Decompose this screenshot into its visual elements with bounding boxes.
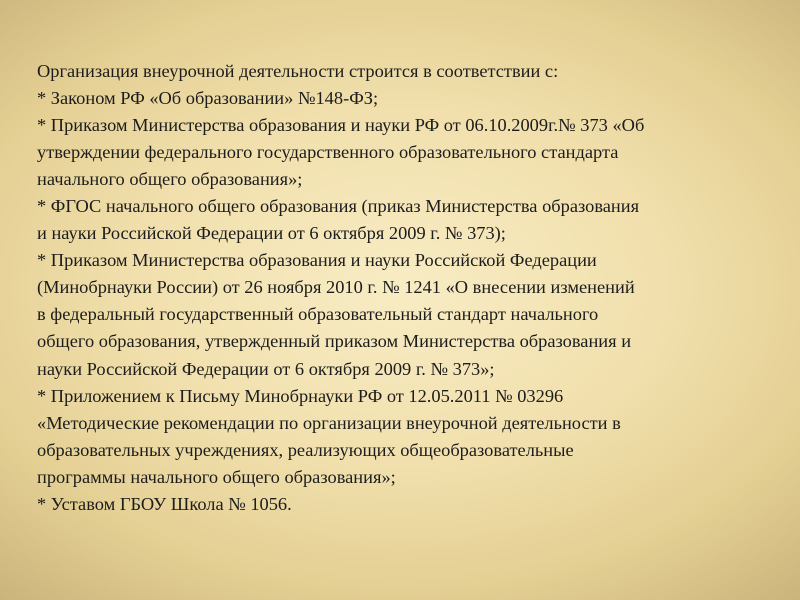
text-line-order-1241-cont3: общего образования, утвержденный приказом Министерства образования и [37, 331, 632, 352]
text-line-law: * Законом РФ «Об образовании» №148-ФЗ; [37, 88, 379, 109]
text-line-order-1241-cont1: (Минобрнауки России) от 26 ноября 2010 г. № 1241 «О внесении изменений [37, 277, 635, 298]
text-line-order-373-end: начального общего образования»; [37, 169, 303, 190]
text-line-order-1241: * Приказом Министерства образования и науки Российской Федерации [37, 250, 597, 271]
text-line-letter-03296-end: программы начального общего образования»; [37, 466, 396, 487]
text-line-charter: * Уставом ГБОУ Школа № 1056. [37, 493, 292, 514]
text-line-fgos-cont: и науки Российской Федерации от 6 октября 2009 г. № 373); [37, 223, 506, 244]
text-line-order-373-cont: утверждении федерального государственного образовательного стандарта [37, 142, 619, 163]
text-line-order-1241-end: науки Российской Федерации от 6 октября 2009 г. № 373»; [37, 358, 495, 379]
text-line-intro: Организация внеурочной деятельности строится в соответствии с: [37, 61, 559, 81]
text-line-order-373: * Приказом Министерства образования и науки РФ от 06.10.2009г.№ 373 «Об [37, 115, 645, 136]
slide-text-block [37, 58, 777, 518]
text-line-order-1241-cont2: в федеральный государственный образовательный стандарт начального [37, 304, 599, 325]
text-line-letter-03296: * Приложением к Письму Минобрнауки РФ от 12.05.2011 № 03296 [37, 385, 564, 406]
text-line-letter-03296-cont1: «Методические рекомендации по организации внеурочной деятельности в [37, 412, 621, 433]
text-line-fgos: * ФГОС начального общего образования (приказ Министерства образования [37, 196, 640, 217]
text-line-letter-03296-cont2: образовательных учреждениях, реализующих общеобразовательные [37, 439, 574, 460]
